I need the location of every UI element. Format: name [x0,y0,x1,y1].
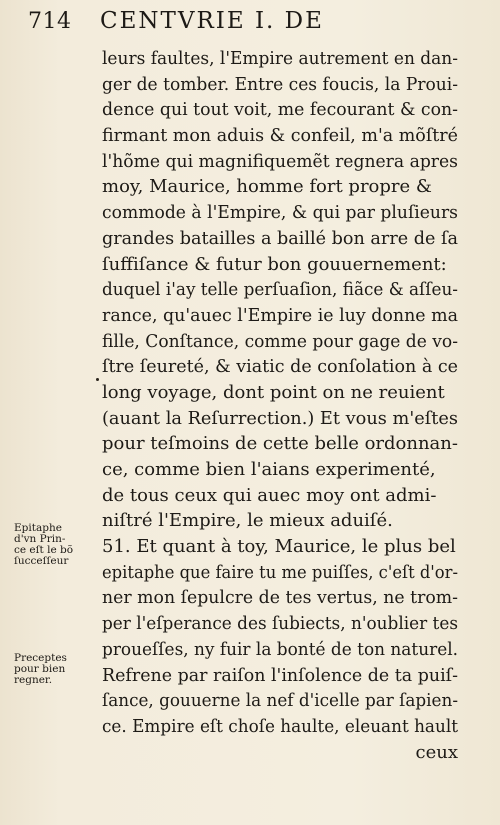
text-line: commode à l'Empire, & qui par pluſieurs [102,202,458,224]
text-line: rance, qu'auec l'Empire ie luy donne ma [102,304,458,326]
margin-note-preceptes [14,653,98,686]
text-line: moy, Maurice, homme fort propre & [102,176,432,198]
text-line: leurs faultes, l'Empire autrement en dan- [102,48,458,69]
text-line: per l'eſperance des ſubiects, n'oublier tes [102,613,458,635]
margin-note-line: regner. [14,674,53,686]
text-line: fille, Conſtance, comme pour gage de vo- [102,330,458,352]
text-line: long voyage, dont point on ne reuient [102,381,445,403]
text-line: ger de tomber. Entre ces foucis, la Proui- [102,73,458,95]
text-line: ce. Empire eſt choſe haulte, eleuant hault [102,715,458,737]
text-line: (auant la Reſurrection.) Et vous m'eſtes [102,407,458,429]
text-line: ce, comme bien l'aians experimenté, [102,459,436,480]
ink-dot [96,378,99,381]
catchword: ceux [415,741,458,763]
text-line: duquel i'ay telle perſuaſion, fiãce & aſſeu- [102,279,458,301]
text-line: epitaphe que faire tu me puiſſes, c'eſt d'or- [102,561,458,583]
text-line: ner mon ſepulcre de tes vertus, ne trom- [102,587,458,609]
text-line: dence qui tout voit, me fecourant & con- [102,99,458,121]
margin-note-epitaphe [14,523,98,567]
text-line: niſtré l'Empire, le mieux aduiſé. [102,510,393,532]
margin-note-line: Epitaphe [14,522,62,534]
text-line: grandes batailles a baillé bon arre de ſa [102,227,458,249]
margin-note-line: Preceptes [14,652,67,664]
text-line: l'hõme qui magnifiquemẽt regnera apres [102,150,458,172]
margin-note-line: pour bien [14,663,66,675]
page-number: 714 [28,9,72,34]
text-line: Refrene par raiſon l'inſolence de ta puiſ- [102,664,458,686]
text-line: ſuffiſance & futur bon gouuernement: [102,253,447,275]
running-title: CENTVRIE I. DE [100,8,324,34]
text-line: ſtre ſeureté, & viatic de conſolation à ce [102,356,458,378]
text-line: pour teſmoins de cette belle ordonnan- [102,433,458,455]
text-line: ſance, gouuerne la nef d'icelle par ſapien- [102,690,458,712]
margin-note-line: d'vn Prin- [14,533,66,545]
text-line: proueſſes, ny fuir la bonté de ton naturel. [102,638,458,660]
text-line: de tous ceux qui auec moy ont admi- [102,484,437,506]
text-line: 51. Et quant à toy, Maurice, le plus bel [102,536,456,558]
margin-note-line: ſucceſſeur [14,555,69,567]
page-header [28,8,468,42]
text-line: firmant mon aduis & confeil, m'a mõſtré [102,125,458,147]
body-text [102,46,458,765]
margin-note-line: ce eſt le bõ [14,544,74,556]
